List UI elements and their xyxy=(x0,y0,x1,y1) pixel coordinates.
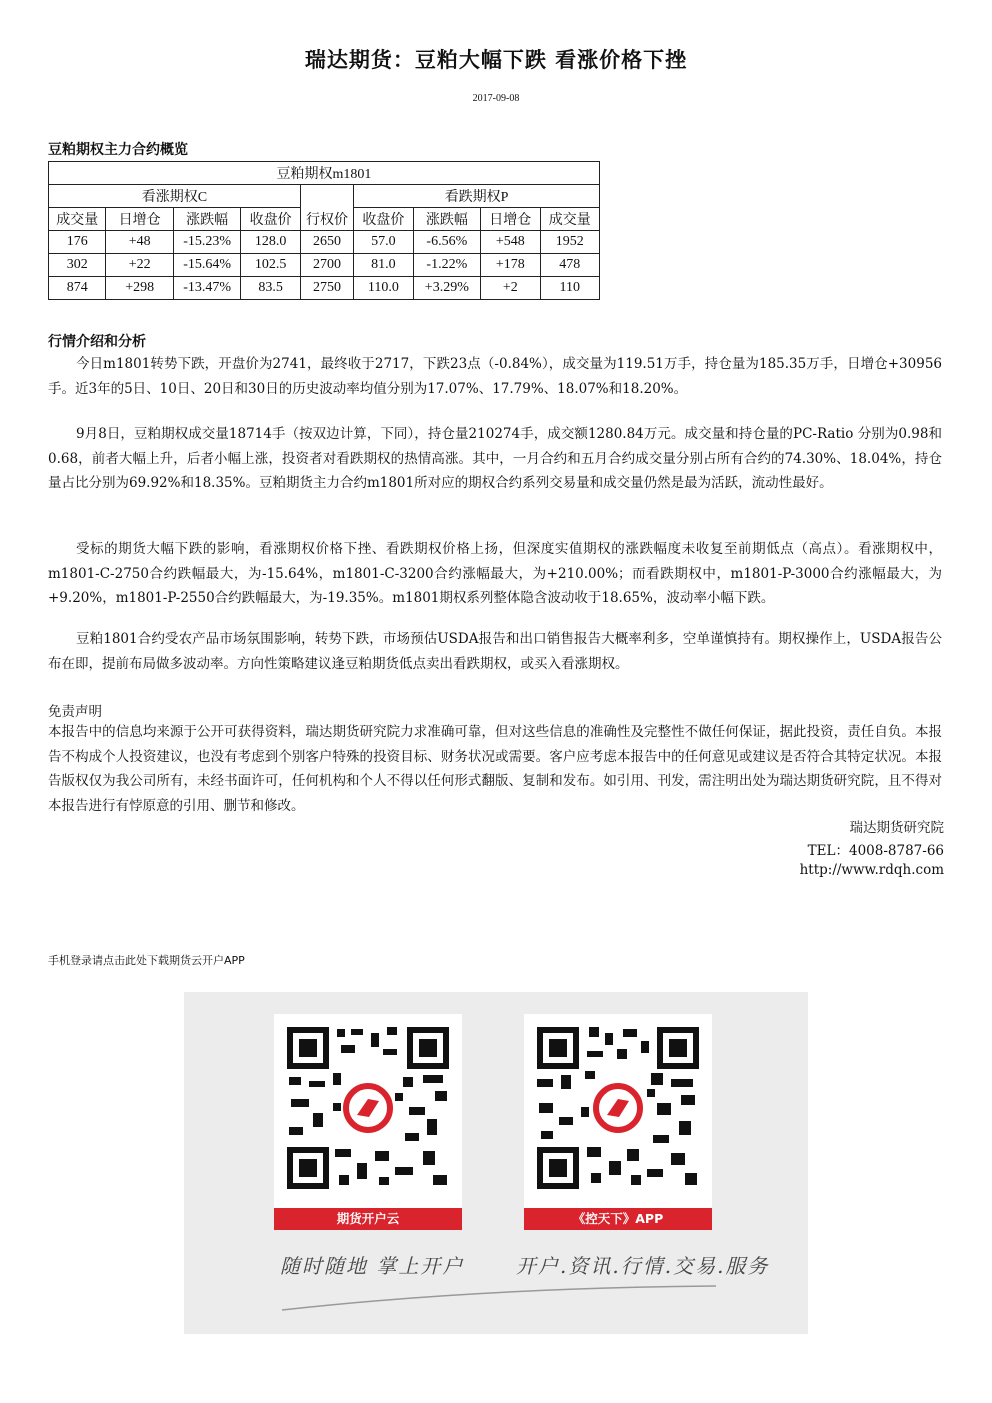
table-cell: 57.0 xyxy=(354,231,413,254)
table-cell: 2650 xyxy=(300,231,353,254)
table-cell: 128.0 xyxy=(241,231,300,254)
table-cell: 2700 xyxy=(300,254,353,277)
table-title: 豆粕期权m1801 xyxy=(49,162,600,185)
qr-card-right[interactable] xyxy=(524,1014,712,1230)
table-row xyxy=(49,231,600,254)
table-cell: -1.22% xyxy=(413,254,480,277)
signature-tel: TEL：4008-8787-66 xyxy=(807,843,944,859)
table-cell: 110 xyxy=(540,277,600,300)
col-header: 成交量 xyxy=(49,208,106,231)
report-date: 2017-09-08 xyxy=(472,93,520,104)
signature-org: 瑞达期货研究院 xyxy=(849,820,944,836)
qr-code-icon xyxy=(533,1023,703,1193)
table-cell: 110.0 xyxy=(354,277,413,300)
analysis-section-title: 行情介绍和分析 xyxy=(48,334,146,350)
disclaimer-text: 本报告中的信息均来源于公开可获得资料，瑞达期货研究院力求准确可靠，但对这些信息的准确性及完整性不做任何保证，据此投资，责任自负。本报告不构成个人投资建议，也没有考虑到个别客户特殊的投资目标、财务状况或需要。客户应考虑本报告中的任何意见或建议是否符合其特定状况。本报告版权仅为我公司所有，未经书面许可，任何机构和个人不得以任何形式翻版、复制和发布。如引用、刊发，需注明出处为瑞达期货研究院，且不得对本报告进行有悖原意的引用、删节和修改。 xyxy=(48,724,942,814)
table-cell: 478 xyxy=(540,254,600,277)
slogan-left: 随时随地 掌上开户 xyxy=(280,1254,465,1278)
table-cell: +178 xyxy=(481,254,540,277)
table-cell: +22 xyxy=(106,254,173,277)
table-cell: +548 xyxy=(481,231,540,254)
col-header: 成交量 xyxy=(540,208,600,231)
col-header: 涨跌幅 xyxy=(173,208,240,231)
strike-header-spacer xyxy=(300,185,353,208)
report-title: 瑞达期货：豆粕大幅下跌 看涨价格下挫 xyxy=(304,48,688,72)
col-header: 日增仓 xyxy=(106,208,173,231)
qr-left-label: 期货开户云 xyxy=(274,1208,462,1230)
disclaimer-title: 免责声明 xyxy=(48,704,102,720)
table-cell: 83.5 xyxy=(241,277,300,300)
table-cell: 176 xyxy=(49,231,106,254)
table-cell: -15.64% xyxy=(173,254,240,277)
table-cell: 302 xyxy=(49,254,106,277)
analysis-paragraph: 豆粕1801合约受农产品市场氛围影响，转势下跌，市场预估USDA报告和出口销售报告大概率利多，空单谨慎持有。期权操作上，USDA报告公布在即，提前布局做多波动率。方向性策略建议逢豆粕期货低点卖出看跌期权，或买入看涨期权。 xyxy=(48,631,942,672)
app-promo-banner xyxy=(184,992,808,1334)
table-cell: +3.29% xyxy=(413,277,480,300)
col-header: 日增仓 xyxy=(481,208,540,231)
overview-section-title: 豆粕期权主力合约概览 xyxy=(48,142,188,158)
call-header: 看涨期权C xyxy=(49,185,301,208)
table-cell: 102.5 xyxy=(241,254,300,277)
table-cell: -6.56% xyxy=(413,231,480,254)
table-cell: 874 xyxy=(49,277,106,300)
col-header: 行权价 xyxy=(300,208,353,231)
slogan-right: 开户.资讯.行情.交易.服务 xyxy=(516,1254,770,1278)
table-row xyxy=(49,277,600,300)
table-cell: -13.47% xyxy=(173,277,240,300)
analysis-paragraph: 9月8日，豆粕期权成交量18714手（按双边计算，下同），持仓量210274手，成交额1280.84万元。成交量和持仓量的PC-Ratio 分别为0.98和0.68，前者大幅上升，后者小幅上涨，投资者对看跌期权的热情高涨。其中，一月合约和五月合约成交量分别占所有合约的74.30%、18.04%，持仓量占比分别为69.92%和18.35%。豆粕期货主力合约m1801所对应的期权合约系列交易量和成交量仍然是最为活跃，流动性最好。 xyxy=(48,426,942,491)
put-header: 看跌期权P xyxy=(354,185,600,208)
col-header: 收盘价 xyxy=(354,208,413,231)
swoosh-decoration xyxy=(280,1284,720,1314)
col-header: 涨跌幅 xyxy=(413,208,480,231)
table-cell: 81.0 xyxy=(354,254,413,277)
table-cell: +2 xyxy=(481,277,540,300)
table-cell: -15.23% xyxy=(173,231,240,254)
table-header-row xyxy=(49,208,600,231)
qr-code-icon xyxy=(283,1023,453,1193)
table-cell: +298 xyxy=(106,277,173,300)
table-cell: +48 xyxy=(106,231,173,254)
col-header: 收盘价 xyxy=(241,208,300,231)
analysis-paragraph: 受标的期货大幅下跌的影响，看涨期权价格下挫、看跌期权价格上扬，但深度实值期权的涨跌幅度未收复至前期低点（高点）。看涨期权中，m1801-C-2750合约跌幅最大，为-15.64%，m1801-C-3200合约涨幅最大，为+210.00%；而看跌期权中，m1801-P-3000合约涨幅最大，为+9.20%，m1801-P-2550合约跌幅最大，为-19.35%。m1801期权系列整体隐含波动收于18.65%，波动率小幅下跌。 xyxy=(48,541,942,606)
qr-right-label: 《控天下》APP xyxy=(524,1208,712,1230)
table-cell: 2750 xyxy=(300,277,353,300)
signature-url[interactable]: http://www.rdqh.com xyxy=(799,862,944,878)
table-cell: 1952 xyxy=(540,231,600,254)
analysis-paragraph: 今日m1801转势下跌，开盘价为2741，最终收于2717，下跌23点（-0.84%），成交量为119.51万手，持仓量为185.35万手，日增仓+30956手。近3年的5日、10日、20日和30日的历史波动率均值分别为17.07%、17.79%、18.07%和18.20%。 xyxy=(48,356,942,397)
options-overview-table xyxy=(48,161,600,300)
table-row xyxy=(49,254,600,277)
app-download-link[interactable]: 手机登录请点击此处下载期货云开户APP xyxy=(48,954,245,967)
qr-card-left[interactable] xyxy=(274,1014,462,1230)
